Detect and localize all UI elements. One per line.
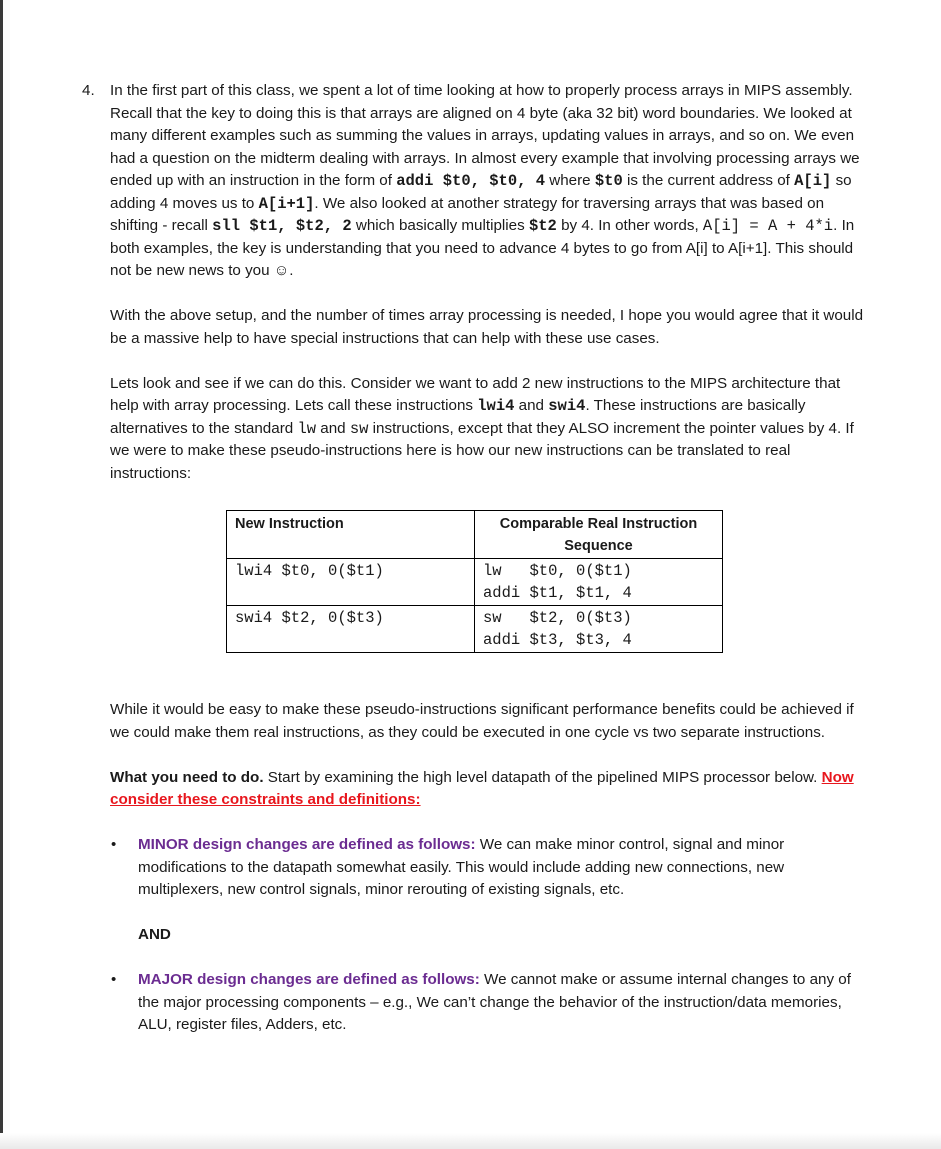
code-t2: $t2	[528, 217, 557, 235]
what-to-do-heading: What you need to do.	[110, 768, 264, 786]
text-run: is the current address of	[622, 172, 795, 189]
paragraph-setup: With the above setup, and the number of times array processing is needed, I hope you would agree that it would be a massive help to have special instructions that can help with these use cases.	[110, 307, 864, 347]
text-run: and	[316, 419, 350, 437]
paragraph-new-instructions	[110, 373, 872, 486]
code-ai1: A[i+1]	[258, 194, 315, 213]
text-run: . We also looked at another strategy for traversing arrays that was based on shifting - recall	[110, 194, 825, 234]
text-run: and	[514, 397, 549, 414]
code-lwi4: lwi4	[477, 397, 515, 415]
cell-new-instruction: lwi4 $t0, 0($t1)	[227, 559, 475, 606]
item-number: 4.	[82, 82, 95, 99]
code-lw: lw	[297, 419, 317, 438]
code-addi: addi $t0, $t0, 4	[396, 172, 546, 190]
document-page	[82, 80, 872, 1059]
and-label: AND	[138, 926, 171, 943]
bullet-icon: •	[111, 971, 117, 988]
table-row	[227, 606, 723, 653]
major-heading: MAJOR design changes are defined as follows:	[138, 971, 480, 988]
left-border	[0, 0, 3, 1149]
paragraph-performance: While it would be easy to make these pseudo-instructions significant performance benefits could be achieved if we could make them real instructions, as they could be executed in one cycle vs two separate instructions.	[110, 701, 854, 741]
code-sw: sw	[349, 419, 369, 438]
code-ai: A[i]	[794, 172, 832, 190]
paragraph-what-to-do	[110, 767, 872, 812]
bullet-minor	[110, 834, 872, 947]
page-bottom-shadow	[0, 1133, 941, 1149]
header-new-instruction: New Instruction	[227, 511, 475, 559]
header-real-sequence: Comparable Real Instruction Sequence	[475, 511, 723, 559]
minor-heading: MINOR design changes are defined as follows:	[138, 836, 476, 853]
text-run: We can make minor control, signal and minor modifications to the datapath somewhat easily. This would include adding new connections, new multiplexers, new control signals, minor rerouting of existing signals, etc.	[138, 836, 785, 898]
code-t0: $t0	[594, 172, 623, 190]
table-row	[227, 559, 723, 606]
text-run: In the first part of this class, we spent a lot of time looking at how to properly process arrays in MIPS assembly. Recall that the key to doing this is that arrays are aligned on 4 byte (aka 32 bit) word boundaries. We looked at many different examples such as summing the values in arrays, updating values in arrays, and so on. We even had a question on the midterm dealing with arrays. In almost every example that involving processing arrays we ended up with an instruction in the form of	[110, 82, 860, 189]
text-run: . In both examples, the key is understanding that you need to advance 4 bytes to go from A[i] to A[i+1]. This should not be new news to you ☺.	[110, 217, 855, 279]
text-run: instructions, except that they ALSO increment the pointer values by 4. If we were to make these pseudo-instructions here is how our new instructions can be translated to real instructions:	[110, 419, 854, 482]
text-run: Lets look and see if we can do this. Consider we want to add 2 new instructions to the MIPS architecture that help with array processing. Lets call these instructions	[110, 374, 841, 414]
code-sll: sll $t1, $t2, 2	[212, 217, 352, 235]
text-run: where	[545, 172, 595, 189]
text-run: . These instructions are basically alternatives to the standard	[110, 397, 806, 437]
paragraph-arrays-intro	[110, 80, 872, 283]
table-header-row	[227, 511, 723, 559]
bullet-text	[138, 834, 872, 902]
text-run: We cannot make or assume internal changes to any of the major processing components – e.g., We can’t change the behavior of the instruction/data memories, ALU, register files, Adders, etc.	[138, 971, 851, 1033]
text-run: by 4. In other words,	[556, 217, 703, 234]
bullet-text	[138, 969, 872, 1037]
code-swi4: swi4	[548, 397, 586, 415]
constraints-link: Now consider these constraints and definitions:	[110, 768, 854, 808]
cell-real-sequence: sw $t2, 0($t3) addi $t3, $t3, 4	[475, 606, 723, 653]
instruction-table	[226, 510, 723, 653]
bullet-major	[110, 969, 872, 1037]
text-run: which basically multiplies	[351, 217, 529, 234]
text-run: Start by examining the high level datapath of the pipelined MIPS processor below.	[263, 768, 822, 786]
cell-new-instruction: swi4 $t2, 0($t3)	[227, 606, 475, 653]
bullet-icon: •	[111, 836, 117, 853]
text-run: so adding 4 moves us to	[110, 172, 852, 212]
cell-real-sequence: lw $t0, 0($t1) addi $t1, $t1, 4	[475, 559, 723, 606]
code-formula: A[i] = A + 4*i	[702, 217, 834, 235]
question-item	[82, 80, 872, 1037]
